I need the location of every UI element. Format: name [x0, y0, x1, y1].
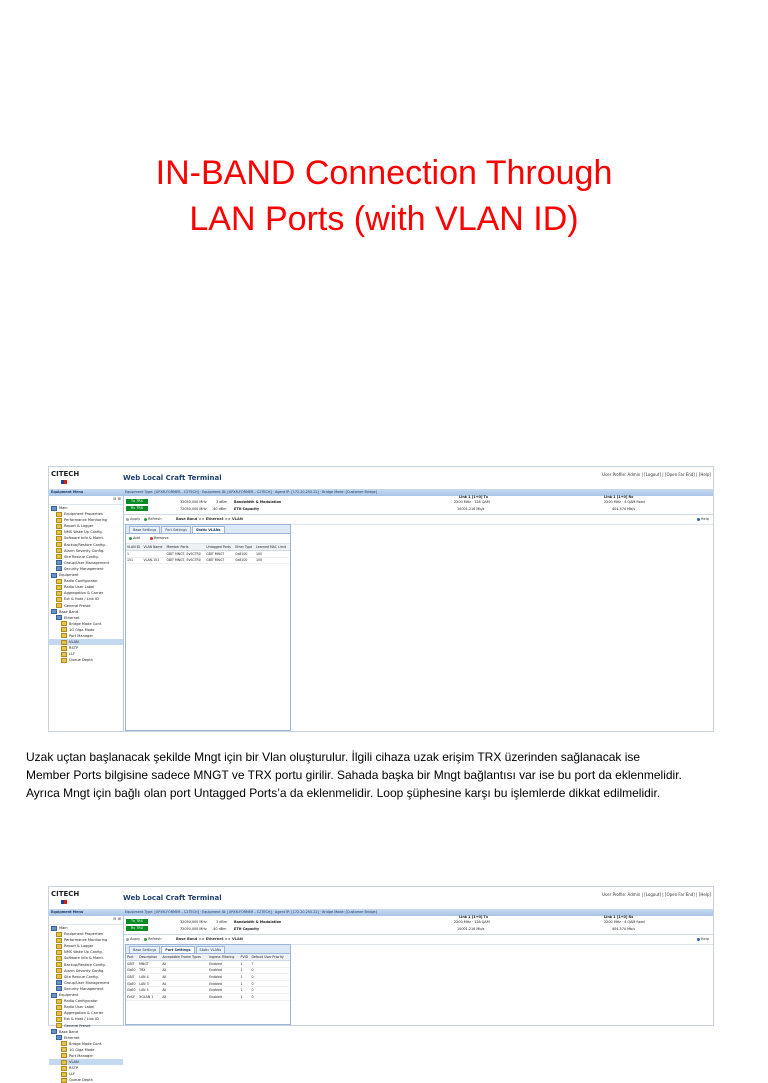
- table-cell: All: [161, 961, 208, 968]
- table-cell: Enabled: [208, 987, 239, 994]
- column-header[interactable]: Ether Type: [234, 544, 255, 551]
- table-cell: 1: [240, 967, 251, 974]
- page-icon: [56, 938, 62, 943]
- tree-item-label: Backup/Restore Config.: [64, 542, 106, 547]
- tree-tools[interactable]: ⊟ ⊞: [49, 916, 123, 925]
- network-folder-icon: [51, 926, 57, 931]
- page-icon: [61, 1072, 67, 1077]
- table-cell: All: [161, 967, 208, 974]
- table-cell: 0x8100: [234, 551, 255, 558]
- vlan-panel: [125, 524, 291, 731]
- table-cell: GBIT: [126, 974, 138, 981]
- table-cell: LAN 5: [138, 987, 161, 994]
- column-header[interactable]: Default User Priority: [250, 954, 290, 961]
- tree-item-label: Ethernet: [64, 615, 80, 620]
- table-cell: Enabled: [208, 961, 239, 968]
- tab-port-settings[interactable]: Port Settings: [161, 946, 194, 953]
- help-button[interactable]: Help: [697, 937, 709, 941]
- page-icon: [56, 999, 62, 1004]
- tx-power: 3 dBm: [216, 920, 228, 924]
- link2-bandwidth: 2200 MHz · 4 QAM fixed: [604, 920, 645, 924]
- tab-static-vlans[interactable]: Static VLANs: [196, 946, 226, 953]
- bandwidth-label: Bandwidth & Modulation: [234, 920, 282, 924]
- tree-item-label: LLF: [69, 1072, 76, 1077]
- table-cell: GBIT MNGT, EvSCTR0: [165, 551, 205, 558]
- link1-bandwidth: 2200 MHz · 128 QAM: [454, 920, 490, 924]
- help-button[interactable]: Help: [697, 517, 709, 521]
- table-cell: All: [161, 974, 208, 981]
- table-cell: 1: [240, 980, 251, 987]
- page-icon: [61, 1053, 67, 1058]
- equipment-menu-tree: [49, 496, 124, 731]
- company-logo: CITECH: [51, 890, 95, 906]
- apply-button[interactable]: Apply: [126, 937, 140, 941]
- help-icon: [697, 518, 700, 521]
- rx-badge: Rx TRX: [126, 506, 148, 511]
- tree-item-label: NMS Wake Up Config.: [64, 530, 103, 535]
- table-cell: MNGT: [138, 961, 161, 968]
- tab-port-settings[interactable]: Port Settings: [161, 526, 191, 533]
- tree-list: [49, 505, 123, 663]
- table-cell: 1: [126, 551, 142, 558]
- page-icon: [56, 944, 62, 949]
- description-line: Member Ports bilgisine sadece MNGT ve TRX portu girilir. Sahada başka bir Mngt bağlantısı var ise bu port da eklenmelidir.: [26, 768, 682, 782]
- page-icon: [56, 524, 62, 529]
- tree-item-label: Report & Logger: [64, 524, 94, 529]
- tree-item-label: Performance Monitoring: [64, 938, 108, 943]
- rx-level: -40 dBm: [212, 927, 227, 931]
- breadcrumb: Base Band >> Ethernet >> VLAN: [176, 937, 243, 941]
- app-header: [49, 887, 713, 910]
- tree-item-label: Base Band: [59, 1029, 79, 1034]
- slide-title-line2: LAN Ports (with VLAN ID): [189, 200, 579, 238]
- table-row[interactable]: [126, 967, 290, 974]
- table-cell: 0: [250, 987, 290, 994]
- table-cell: [142, 551, 165, 558]
- tree-item-label: Bridge Mode Conf.: [69, 1041, 102, 1046]
- tree-item-label: Aggregation & Carrier: [64, 1011, 104, 1016]
- table-row[interactable]: [126, 551, 290, 558]
- tree-item-label: Security Management: [64, 566, 104, 571]
- column-header[interactable]: Port: [126, 954, 138, 961]
- refresh-button[interactable]: Refresh: [144, 517, 162, 521]
- company-logo: CITECH: [51, 470, 95, 486]
- column-header[interactable]: Untagged Ports: [205, 544, 234, 551]
- page-icon: [61, 658, 67, 663]
- tab-bar: [126, 945, 290, 954]
- page-icon: [61, 1041, 67, 1046]
- column-header[interactable]: Learned MAC Limit: [255, 544, 290, 551]
- table-cell: GBIT: [126, 961, 138, 968]
- tree-item-label: Site Rescue Config.: [64, 974, 99, 979]
- table-cell: 100: [255, 551, 290, 558]
- tree-item-label: Ethernet: [64, 1035, 80, 1040]
- table-cell: 1: [240, 987, 251, 994]
- screenshot-port-settings: [48, 886, 714, 1083]
- link1-capacity: 10001.216 Mb/s: [457, 507, 485, 511]
- tree-item-label: LLF: [69, 652, 76, 657]
- equipment-menu-header: Equipment Menu: [49, 909, 123, 916]
- table-row[interactable]: [126, 557, 290, 564]
- column-header[interactable]: Ingress Filtering: [208, 954, 239, 961]
- page-icon: [56, 956, 62, 961]
- tree-item-label: Report & Logger: [64, 944, 94, 949]
- table-cell: 100: [255, 557, 290, 564]
- page-icon: [56, 548, 62, 553]
- page-icon: [61, 621, 67, 626]
- tree-item-label: Backup/Restore Config.: [64, 962, 106, 967]
- link-status-panel: [124, 916, 713, 935]
- equipment-menu-tree: [49, 916, 124, 1083]
- link-status-panel: [124, 496, 713, 515]
- port-settings-panel: [125, 944, 291, 1025]
- table-cell: XGLAN 1: [138, 993, 161, 1000]
- table-cell: 0: [250, 967, 290, 974]
- screenshot-vlan-settings: [48, 466, 714, 732]
- table-cell: All: [161, 987, 208, 994]
- slide-title-line1: IN-BAND Connection Through: [155, 154, 613, 192]
- page-icon: [61, 652, 67, 657]
- page-icon: [56, 974, 62, 979]
- add-vlan-button[interactable]: Add: [129, 536, 140, 540]
- network-folder-icon: [56, 1035, 62, 1040]
- table-cell: GbE0: [126, 967, 138, 974]
- tree-item-label: Aggregation & Carrier: [64, 591, 104, 596]
- network-folder-icon: [51, 993, 57, 998]
- description-line: Uzak uçtan başlanacak şekilde Mngt için bir Vlan oluşturulur. İlgili cihaza uzak erişim TRX üzerinden sağlanacak ise: [26, 750, 641, 764]
- tree-item-label: Queue Depth: [69, 658, 93, 663]
- table-cell: 1: [240, 961, 251, 968]
- table-cell: 7: [250, 961, 290, 968]
- page-icon: [56, 950, 62, 955]
- network-folder-icon: [51, 609, 57, 614]
- network-folder-icon: [56, 986, 62, 991]
- table-row[interactable]: [126, 980, 290, 987]
- rx-badge: Rx TRX: [126, 926, 148, 931]
- equipment-menu-header: Equipment Menu: [49, 489, 123, 496]
- tab-base-settings[interactable]: Base Settings: [129, 526, 160, 533]
- table-cell: All: [161, 993, 208, 1000]
- tree-item[interactable]: [49, 657, 123, 663]
- table-cell: 151: [126, 557, 142, 564]
- link2-capacity: 404.574 Mb/s: [612, 507, 636, 511]
- page-icon: [61, 640, 67, 645]
- page-icon: [56, 554, 62, 559]
- tx-frequency: 32050,000 MHz: [180, 500, 207, 504]
- apply-icon: [126, 938, 129, 941]
- page-icon: [61, 646, 67, 651]
- tree-item-label: Port Manager: [69, 633, 94, 638]
- page-icon: [56, 579, 62, 584]
- breadcrumb: Base Band >> Ethernet >> VLAN: [176, 517, 243, 521]
- app-title: Web Local Craft Terminal: [123, 474, 222, 482]
- description-text: [26, 748, 746, 802]
- page-icon: [56, 518, 62, 523]
- page-icon: [61, 1078, 67, 1083]
- page-icon: [61, 627, 67, 632]
- table-cell: 1: [240, 993, 251, 1000]
- table-cell: 1: [240, 974, 251, 981]
- tx-frequency: 32050,000 MHz: [180, 920, 207, 924]
- rx-frequency: 72050,000 MHz: [180, 927, 207, 931]
- tree-item-label: Group/User Management: [64, 560, 110, 565]
- tree-item-label: NMS Wake Up Config.: [64, 950, 103, 955]
- tree-item-label: 1G Giga Mode: [69, 627, 95, 632]
- page-icon: [61, 633, 67, 638]
- tree-item-label: Alarm Severity Config.: [64, 968, 105, 973]
- user-links[interactable]: User Profile: Admin | [Logout] | [Open Far End] | [Help]: [602, 892, 711, 897]
- network-folder-icon: [51, 506, 57, 511]
- link1-header: Link 1 [1+0] Tx: [459, 495, 489, 499]
- tree-item-label: Main: [59, 506, 68, 510]
- table-cell: LAN 4: [138, 974, 161, 981]
- page-icon: [56, 542, 62, 547]
- refresh-button[interactable]: Refresh: [144, 937, 162, 941]
- description-line: Ayrıca Mngt için bağlı olan port Untagged Ports’a da eklenmelidir. Loop şüphesine karşı bu işlemlerde dikkat edilmelidir.: [26, 786, 661, 800]
- tree-item-label: General Preset: [64, 603, 91, 608]
- link1-bandwidth: 2200 MHz · 128 QAM: [454, 500, 490, 504]
- table-cell: Enabled: [208, 993, 239, 1000]
- tree-item-label: RSTP: [69, 646, 79, 651]
- tree-item-label: Radio Configurator: [64, 579, 98, 584]
- page-icon: [56, 968, 62, 973]
- table-cell: TRX: [138, 967, 161, 974]
- tree-item-label: Port Manager: [69, 1053, 94, 1058]
- tree-item-label: Software Info & Maint.: [64, 956, 105, 961]
- page-icon: [56, 1005, 62, 1010]
- tab-static-vlans[interactable]: Static VLANs: [192, 526, 225, 533]
- tree-item-label: Ext & Host / Link ID: [64, 597, 99, 602]
- page-icon: [56, 962, 62, 967]
- tree-item-label: Main: [59, 926, 68, 930]
- refresh-icon: [144, 938, 147, 941]
- table-cell: 0: [250, 993, 290, 1000]
- network-folder-icon: [56, 566, 62, 571]
- tree-item-label: VLAN: [69, 640, 79, 645]
- main-content: [124, 496, 713, 731]
- table-cell: Enabled: [208, 980, 239, 987]
- vlan-table: [126, 544, 290, 564]
- network-folder-icon: [56, 980, 62, 985]
- page-icon: [61, 1066, 67, 1071]
- tx-badge: Tx TRX: [126, 919, 148, 924]
- table-cell: 0: [250, 974, 290, 981]
- tree-item-label: Site Rescue Config.: [64, 554, 99, 559]
- table-cell: GBIT MNGT, EvSCTR0: [165, 557, 205, 564]
- tree-item-label: Queue Depth: [69, 1078, 93, 1083]
- column-header[interactable]: VLAN Name: [142, 544, 165, 551]
- slide-title: [0, 150, 768, 242]
- table-cell: GBIT MNGT: [205, 557, 234, 564]
- table-row[interactable]: [126, 993, 290, 1000]
- port-settings-table: [126, 954, 290, 1001]
- app-header: [49, 467, 713, 490]
- page-icon: [56, 585, 62, 590]
- link2-header: Link 1 [1+0] Rx: [604, 495, 634, 499]
- table-cell: GBIT MNGT: [205, 551, 234, 558]
- rx-level: -40 dBm: [212, 507, 227, 511]
- network-folder-icon: [51, 1029, 57, 1034]
- tree-item-label: RSTP: [69, 1066, 79, 1071]
- page-icon: [56, 1017, 62, 1022]
- tree-item-label: Equipment Properties: [64, 512, 103, 517]
- link1-capacity: 10001.216 Mb/s: [457, 927, 485, 931]
- table-cell: EvSY: [126, 993, 138, 1000]
- apply-button[interactable]: Apply: [126, 517, 140, 521]
- app-title: Web Local Craft Terminal: [123, 894, 222, 902]
- table-cell: All: [161, 980, 208, 987]
- equipment-info-bar: Equipment Type: [UPXR-FORMER - C2TECH] · Equipment ID: [UPXR-FORMER - C2TECH] · Agent IP: [172.20.255.22] · Bridge Mode: [Customer Bridge]: [123, 909, 713, 916]
- table-cell: LAN 3: [138, 980, 161, 987]
- page-icon: [56, 932, 62, 937]
- table-row[interactable]: [126, 987, 290, 994]
- page-icon: [56, 591, 62, 596]
- tx-badge: Tx TRX: [126, 499, 148, 504]
- network-folder-icon: [51, 573, 57, 578]
- user-links[interactable]: User Profile: Admin | [Logout] | [Open Far End] | [Help]: [602, 472, 711, 477]
- tree-item-label: Equipment: [59, 993, 79, 998]
- table-row[interactable]: [126, 974, 290, 981]
- table-cell: Enabled: [208, 967, 239, 974]
- column-header[interactable]: Member Ports: [165, 544, 205, 551]
- tree-item[interactable]: [49, 1077, 123, 1083]
- tree-item-label: 1G Giga Mode: [69, 1047, 95, 1052]
- link2-header: Link 1 [1+0] Rx: [604, 915, 634, 919]
- page-icon: [61, 1047, 67, 1052]
- equipment-info-bar: Equipment Type: [UPXR-FORMER - C2TECH] · Equipment ID: [UPXR-FORMER - C2TECH] · Agent IP: [172.20.255.22] · Bridge Mode: [Customer Bridge]: [123, 489, 713, 496]
- tree-item-label: Equipment Properties: [64, 932, 103, 937]
- tree-item-label: Equipment: [59, 573, 79, 578]
- link1-header: Link 1 [1+0] Tx: [459, 915, 489, 919]
- page-icon: [56, 530, 62, 535]
- add-icon: [129, 537, 132, 540]
- tab-bar: [126, 525, 290, 534]
- page-icon: [56, 1023, 62, 1028]
- page-icon: [56, 597, 62, 602]
- apply-icon: [126, 518, 129, 521]
- tree-item-label: Security Management: [64, 986, 104, 991]
- tab-base-settings[interactable]: Base Settings: [129, 946, 160, 953]
- table-cell: VLAN-151: [142, 557, 165, 564]
- column-header[interactable]: VLAN ID: [126, 544, 142, 551]
- rx-frequency: 72050,000 MHz: [180, 507, 207, 511]
- tree-item-label: Alarm Severity Config.: [64, 548, 105, 553]
- network-folder-icon: [56, 615, 62, 620]
- tree-item-label: Software Info & Maint.: [64, 536, 105, 541]
- table-cell: GbE0: [126, 980, 138, 987]
- bandwidth-label: Bandwidth & Modulation: [234, 500, 282, 504]
- link2-capacity: 404.574 Mb/s: [612, 927, 636, 931]
- link2-bandwidth: 2200 MHz · 4 QAM fixed: [604, 500, 645, 504]
- remove-vlan-button[interactable]: Remove: [150, 536, 169, 540]
- page-icon: [56, 512, 62, 517]
- tree-item-label: Ext & Host / Link ID: [64, 1017, 99, 1022]
- page-icon: [56, 536, 62, 541]
- column-header[interactable]: Description: [138, 954, 161, 961]
- column-header[interactable]: PVID: [240, 954, 251, 961]
- tree-item-label: Radio User Label: [64, 585, 95, 590]
- tree-item-label: General Preset: [64, 1023, 91, 1028]
- remove-icon: [150, 537, 153, 540]
- tree-item-label: VLAN: [69, 1060, 79, 1065]
- refresh-icon: [144, 518, 147, 521]
- page-icon: [56, 603, 62, 608]
- table-cell: 0: [250, 980, 290, 987]
- tree-item-label: Base Band: [59, 609, 79, 614]
- help-icon: [697, 938, 700, 941]
- main-content: [124, 916, 713, 1025]
- capacity-label: ETH Capacity: [234, 507, 260, 511]
- table-cell: Enabled: [208, 974, 239, 981]
- tree-list: [49, 925, 123, 1083]
- table-row[interactable]: [126, 961, 290, 968]
- tx-power: 3 dBm: [216, 500, 228, 504]
- tree-item-label: Radio Configurator: [64, 999, 98, 1004]
- tree-item-label: Group/User Management: [64, 980, 110, 985]
- page-icon: [61, 1060, 67, 1065]
- tree-item-label: Bridge Mode Conf.: [69, 621, 102, 626]
- network-folder-icon: [56, 560, 62, 565]
- tree-item-label: Performance Monitoring: [64, 518, 108, 523]
- tree-item-label: Radio User Label: [64, 1005, 95, 1010]
- vlan-actions: [126, 534, 290, 544]
- column-header[interactable]: Acceptable Frame Types: [161, 954, 208, 961]
- capacity-label: ETH Capacity: [234, 927, 260, 931]
- table-cell: 0x8100: [234, 557, 255, 564]
- page-icon: [56, 1011, 62, 1016]
- tree-tools[interactable]: ⊟ ⊞: [49, 496, 123, 505]
- table-cell: GbE0: [126, 987, 138, 994]
